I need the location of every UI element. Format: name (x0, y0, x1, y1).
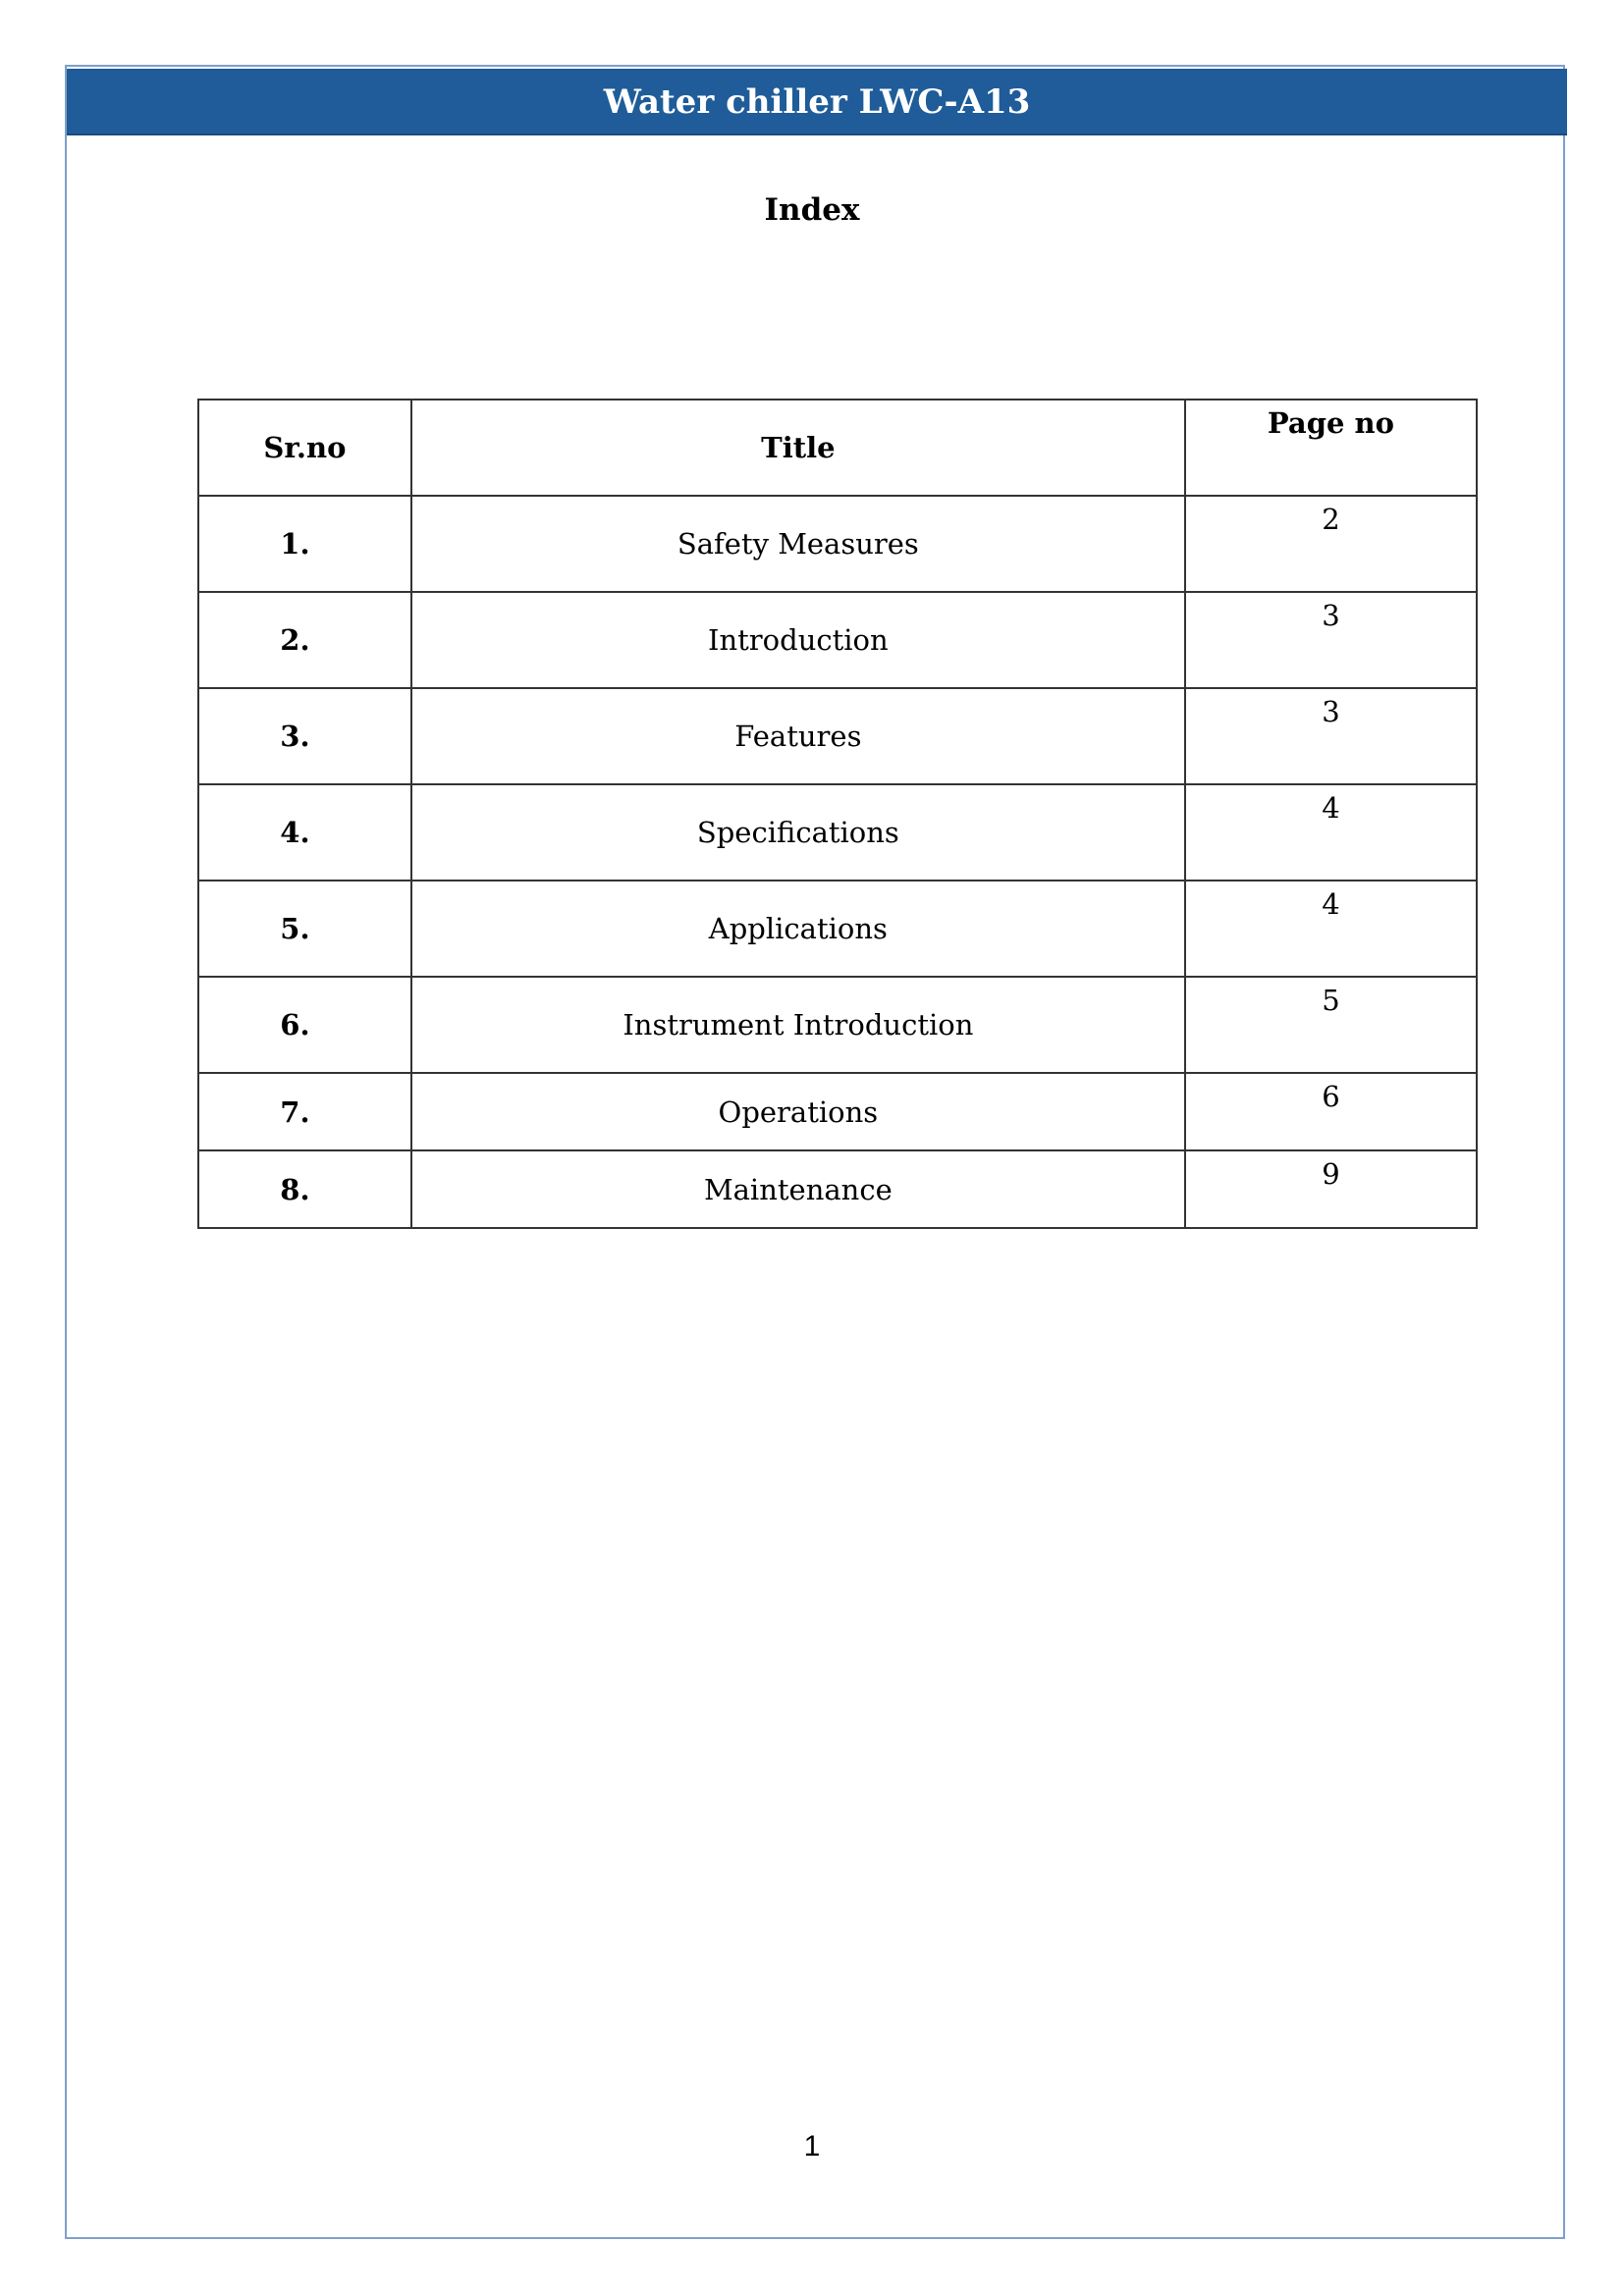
row-sr-no: 6. (198, 977, 411, 1073)
row-title: Applications (411, 881, 1185, 977)
row-title: Specifications (411, 784, 1185, 881)
table-row (198, 977, 1477, 1073)
table-row (198, 1150, 1477, 1228)
table-row (198, 592, 1477, 688)
document-header-bar (67, 69, 1567, 135)
row-page-no: 3 (1185, 688, 1477, 784)
header-sr-no: Sr.no (198, 400, 411, 496)
row-sr-no: 8. (198, 1150, 411, 1228)
row-page-no: 4 (1185, 881, 1477, 977)
row-page-no: 3 (1185, 592, 1477, 688)
header-title: Title (411, 400, 1185, 496)
row-title: Safety Measures (411, 496, 1185, 592)
table-row (198, 688, 1477, 784)
row-page-no: 4 (1185, 784, 1477, 881)
row-sr-no: 1. (198, 496, 411, 592)
table-row (198, 1073, 1477, 1150)
index-table (197, 399, 1478, 1229)
table-header-row (198, 400, 1477, 496)
row-page-no: 5 (1185, 977, 1477, 1073)
row-sr-no: 3. (198, 688, 411, 784)
page-number: 1 (803, 2130, 821, 2163)
row-page-no: 6 (1185, 1073, 1477, 1150)
table-row (198, 496, 1477, 592)
header-page-no: Page no (1185, 400, 1477, 496)
row-title: Maintenance (411, 1150, 1185, 1228)
row-page-no: 9 (1185, 1150, 1477, 1228)
row-sr-no: 7. (198, 1073, 411, 1150)
table-row (198, 881, 1477, 977)
row-title: Features (411, 688, 1185, 784)
row-title: Introduction (411, 592, 1185, 688)
document-title: Water chiller LWC-A13 (603, 82, 1031, 122)
row-title: Instrument Introduction (411, 977, 1185, 1073)
row-page-no: 2 (1185, 496, 1477, 592)
row-sr-no: 5. (198, 881, 411, 977)
row-sr-no: 4. (198, 784, 411, 881)
index-heading: Index (764, 192, 860, 228)
row-sr-no: 2. (198, 592, 411, 688)
table-row (198, 784, 1477, 881)
row-title: Operations (411, 1073, 1185, 1150)
